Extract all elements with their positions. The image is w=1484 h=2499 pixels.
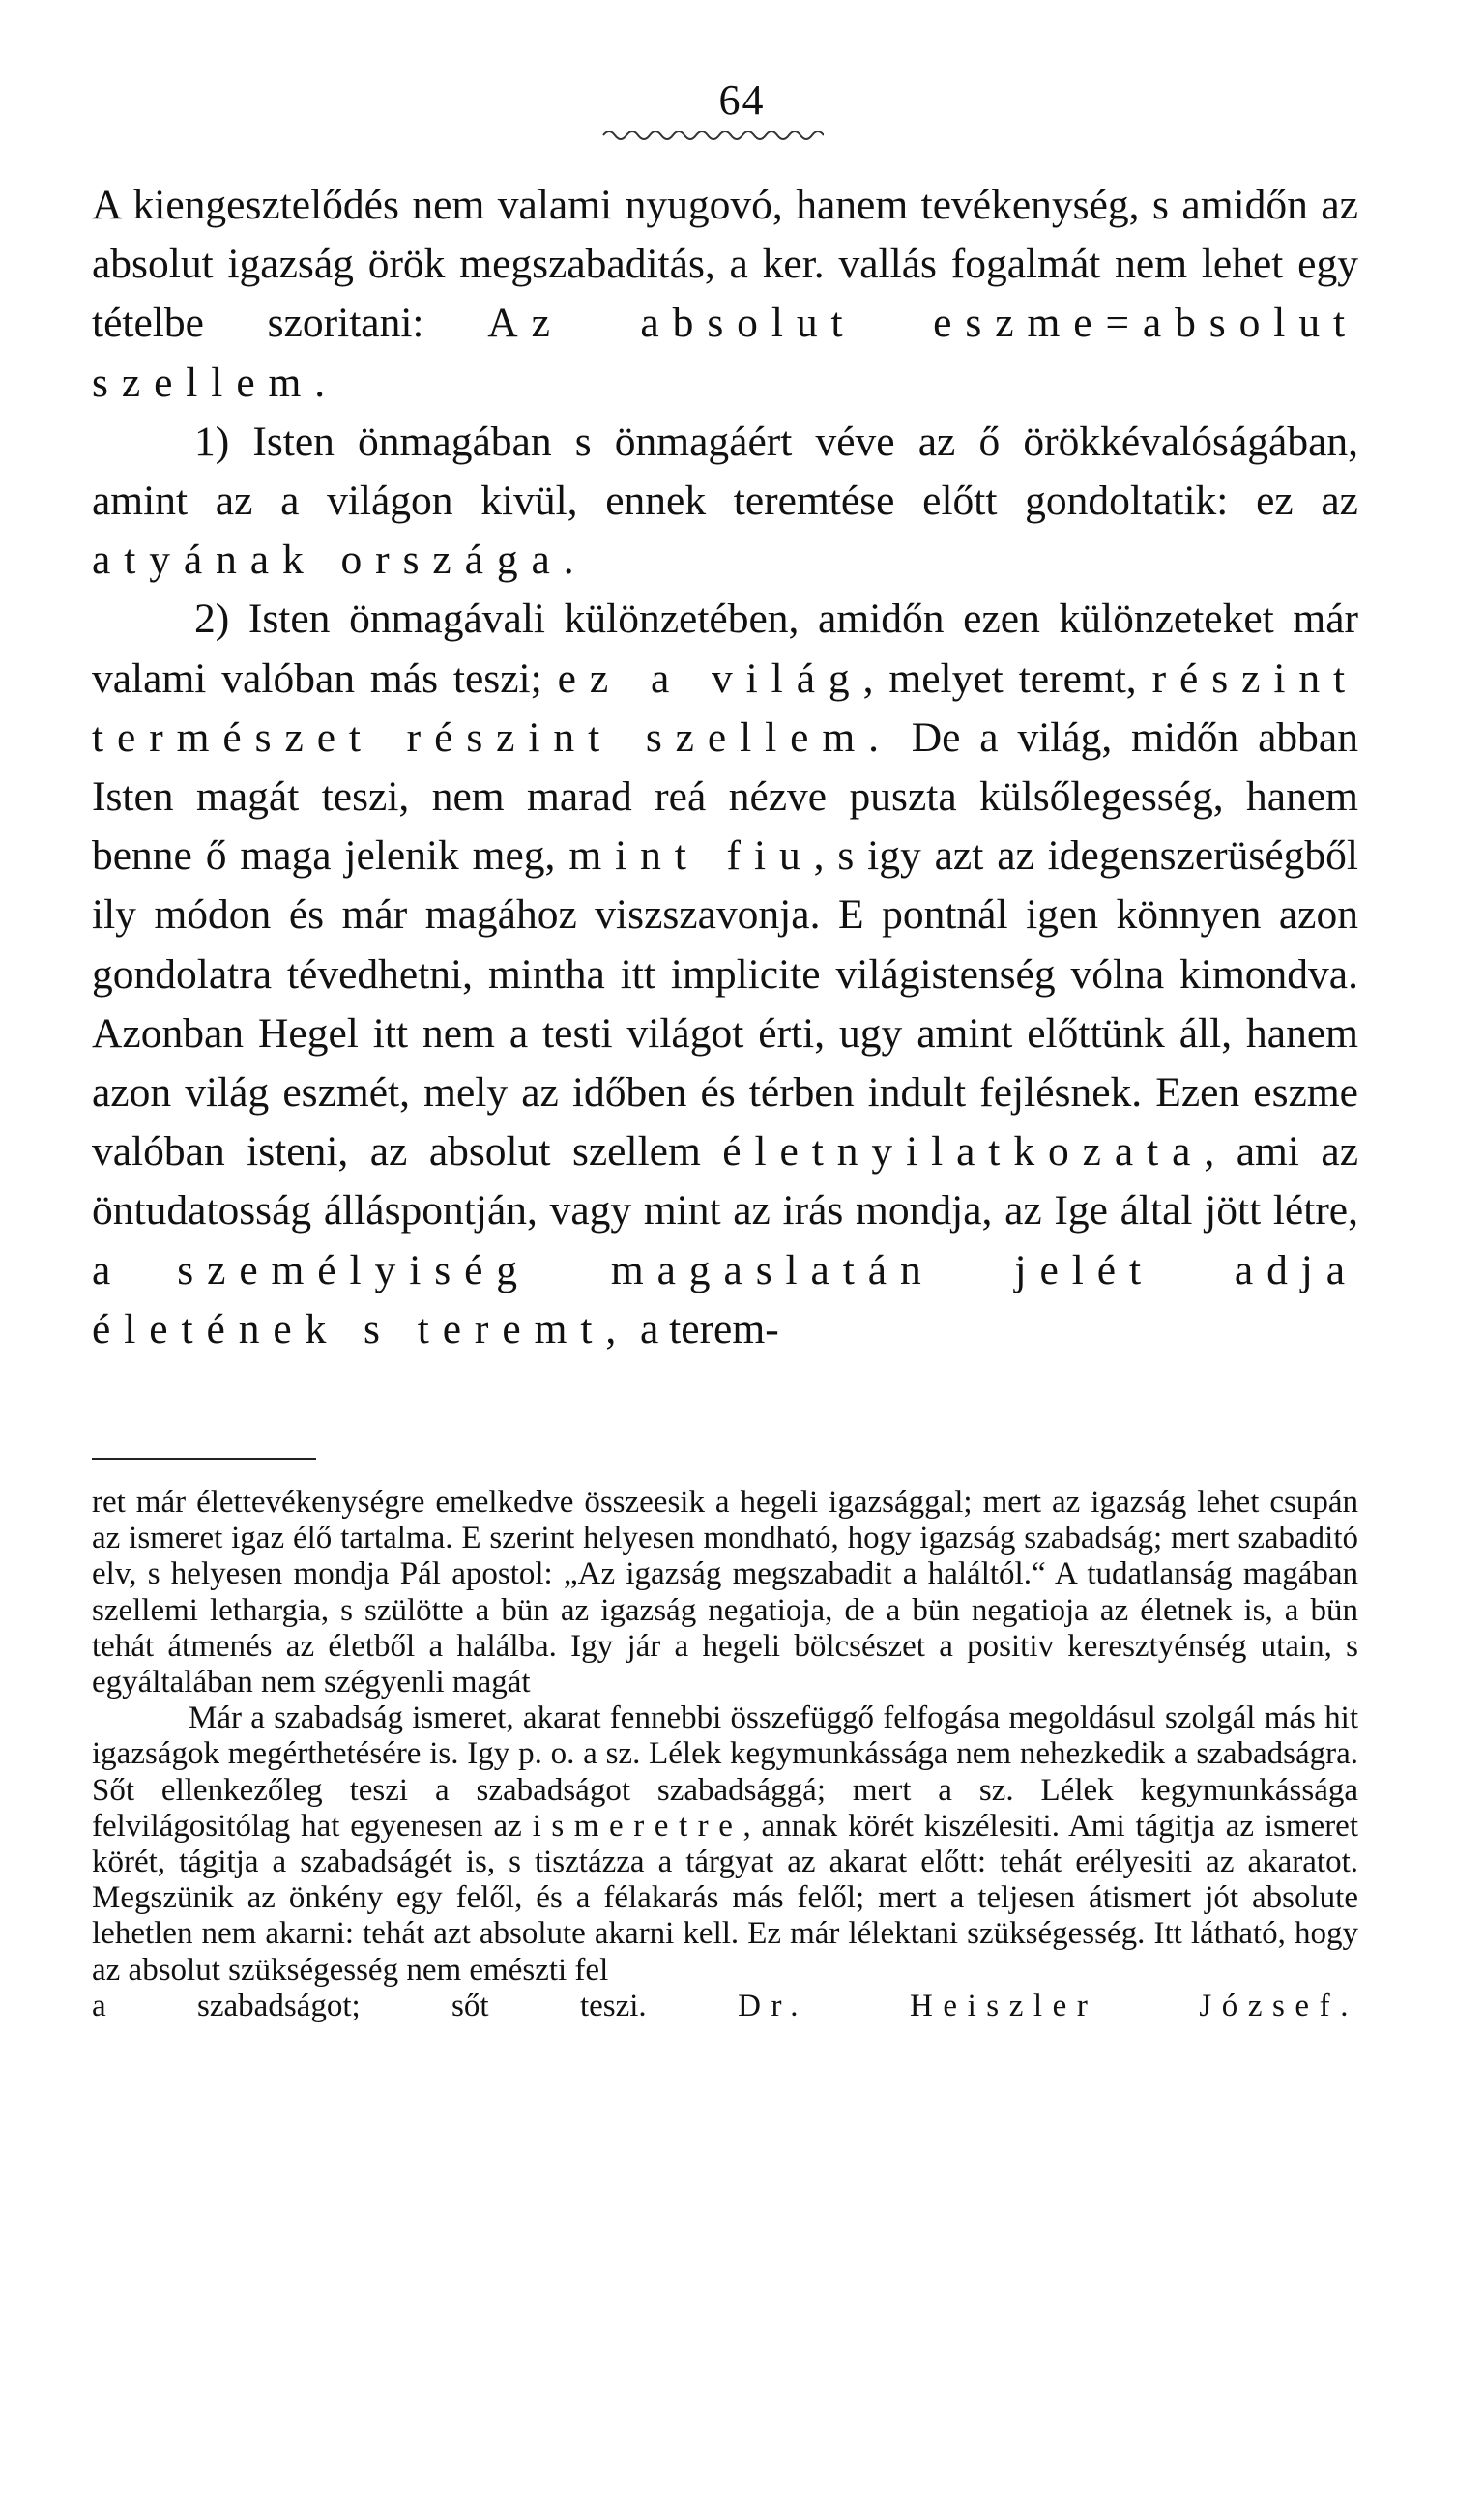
text-run: A kiengesztelődés nem valami nyugovó, hanem tevékenység, s amidőn az absolut igazság örök megszabaditás, a ker. vallás fogalmát nem lehet egy tételbe szoritani: (92, 182, 1358, 347)
text-run: ret már élettevékenységre emelkedve összeesik a hegeli igazsággal; mert az igazság lehet csupán az ismeret igaz élő tartalma. E szerint helyesen mondható, hogy igazság szabadság; mert szabaditó elv, s helyesen mondja Pál apostol: „Az igazság megszabadit a haláltól.“ A tudatlanság magában szellemi lethargia, s szülötte a bün az igazság negatioja, de a bün negatioja az életnek is, a bün tehát átmenés az életből a halálba. Igy jár a hegeli bölcsészet a positiv keresztyénség utain, s egyáltalában nem szégyenli magát (92, 1485, 1358, 1700)
text-run: , melyet teremt, (862, 654, 1152, 702)
footnote-closing-line (92, 1989, 1358, 2024)
author-signature: Dr. Heiszler József. (738, 1988, 1358, 2023)
page-number: 64 (718, 76, 766, 124)
emphasis-spaced: mint fiu (568, 832, 814, 880)
wavy-ornament-divider (601, 124, 824, 145)
emphasis-spaced: Az absolut eszme=absolut szellem. (92, 300, 1358, 406)
text-run: Már a szabadság ismeret, akarat fennebbi összefüggő felfogása megoldásul szolgál más hit igazságok megérthetésére is. Igy p. o. a sz. Lélek kegymunkássága nem nehezkedik a szabadságra. Sőt ellenkezőleg teszi a szabadságot szabadsággá; mert a sz. Lélek kegymunkássága felvilágositólag hat egyenesen az (92, 1700, 1358, 1844)
text-run: , ami az öntudatosság álláspontján, vagy mint az irás mondja, az Ige által jött létre, a (92, 1128, 1359, 1293)
footnote-text (92, 1485, 1358, 2024)
emphasis-spaced: ismeretre (532, 1808, 743, 1844)
text-run: 2) Isten önmagávali különzetében, amidőn ezen különzeteket már valami valóban más teszi; (92, 596, 1358, 702)
emphasis-spaced: ez a világ (557, 654, 863, 702)
text-run: De a világ, midőn abban Isten magát teszi, nem marad reá nézve puszta külsőlegesség, hanem benne ő maga jelenik meg, (92, 713, 1358, 880)
text-run: , s igy azt az idegenszerüségből ily módon és már magához viszszavonja. E pontnál igen könnyen azon gondolatra tévedhetni, mintha itt implicite világistenség vólna kimondva. Azonban Hegel itt nem a testi világot érti, ugy amint előttünk áll, hanem azon világ eszmét, mely az időben és térben indult fejlésnek. Ezen eszme valóban isteni, az absolut szellem (92, 832, 1358, 1176)
main-body-text (92, 176, 1358, 1359)
main-paragraph-2 (92, 413, 1358, 591)
footnote-paragraph-1 (92, 1485, 1358, 1700)
main-paragraph-1 (92, 176, 1358, 413)
footnote-rule (92, 1458, 316, 1460)
text-run: , annak körét kiszélesiti. Ami tágitja az ismeret körét, tágitja a szabadságét is, s tisztázza a tárgyat az akarat előtt: tehát erélyesiti az akaratot. Megszünik az önkény egy felől, és a félakarás más felől; mert a teljesen átismert jót absolute lehetlen nem akarni: tehát azt absolute akarni kell. Ez már lélektani szükségesség. Itt látható, hogy az absolut szükségesség nem emészti fel (92, 1808, 1359, 1988)
footnote-paragraph-2 (92, 1700, 1358, 1989)
emphasis-spaced: atyának országa. (92, 537, 588, 584)
emphasis-spaced: részint természet részint szellem. (92, 654, 1358, 761)
text-run: a terem- (629, 1305, 779, 1352)
main-paragraph-3 (92, 590, 1358, 1359)
text-run: a szabadságot; sőt teszi. (92, 1988, 647, 2023)
emphasis-spaced: életnyilatkozata (722, 1128, 1205, 1176)
text-run: 1) Isten önmagában s önmagáért véve az ő örökkévalóságában, amint az a világon kivül, ennek teremtése előtt gondoltatik: ez az (92, 418, 1358, 525)
emphasis-spaced: személyiség magaslatán jelét adja életének s teremt, (92, 1246, 1358, 1352)
